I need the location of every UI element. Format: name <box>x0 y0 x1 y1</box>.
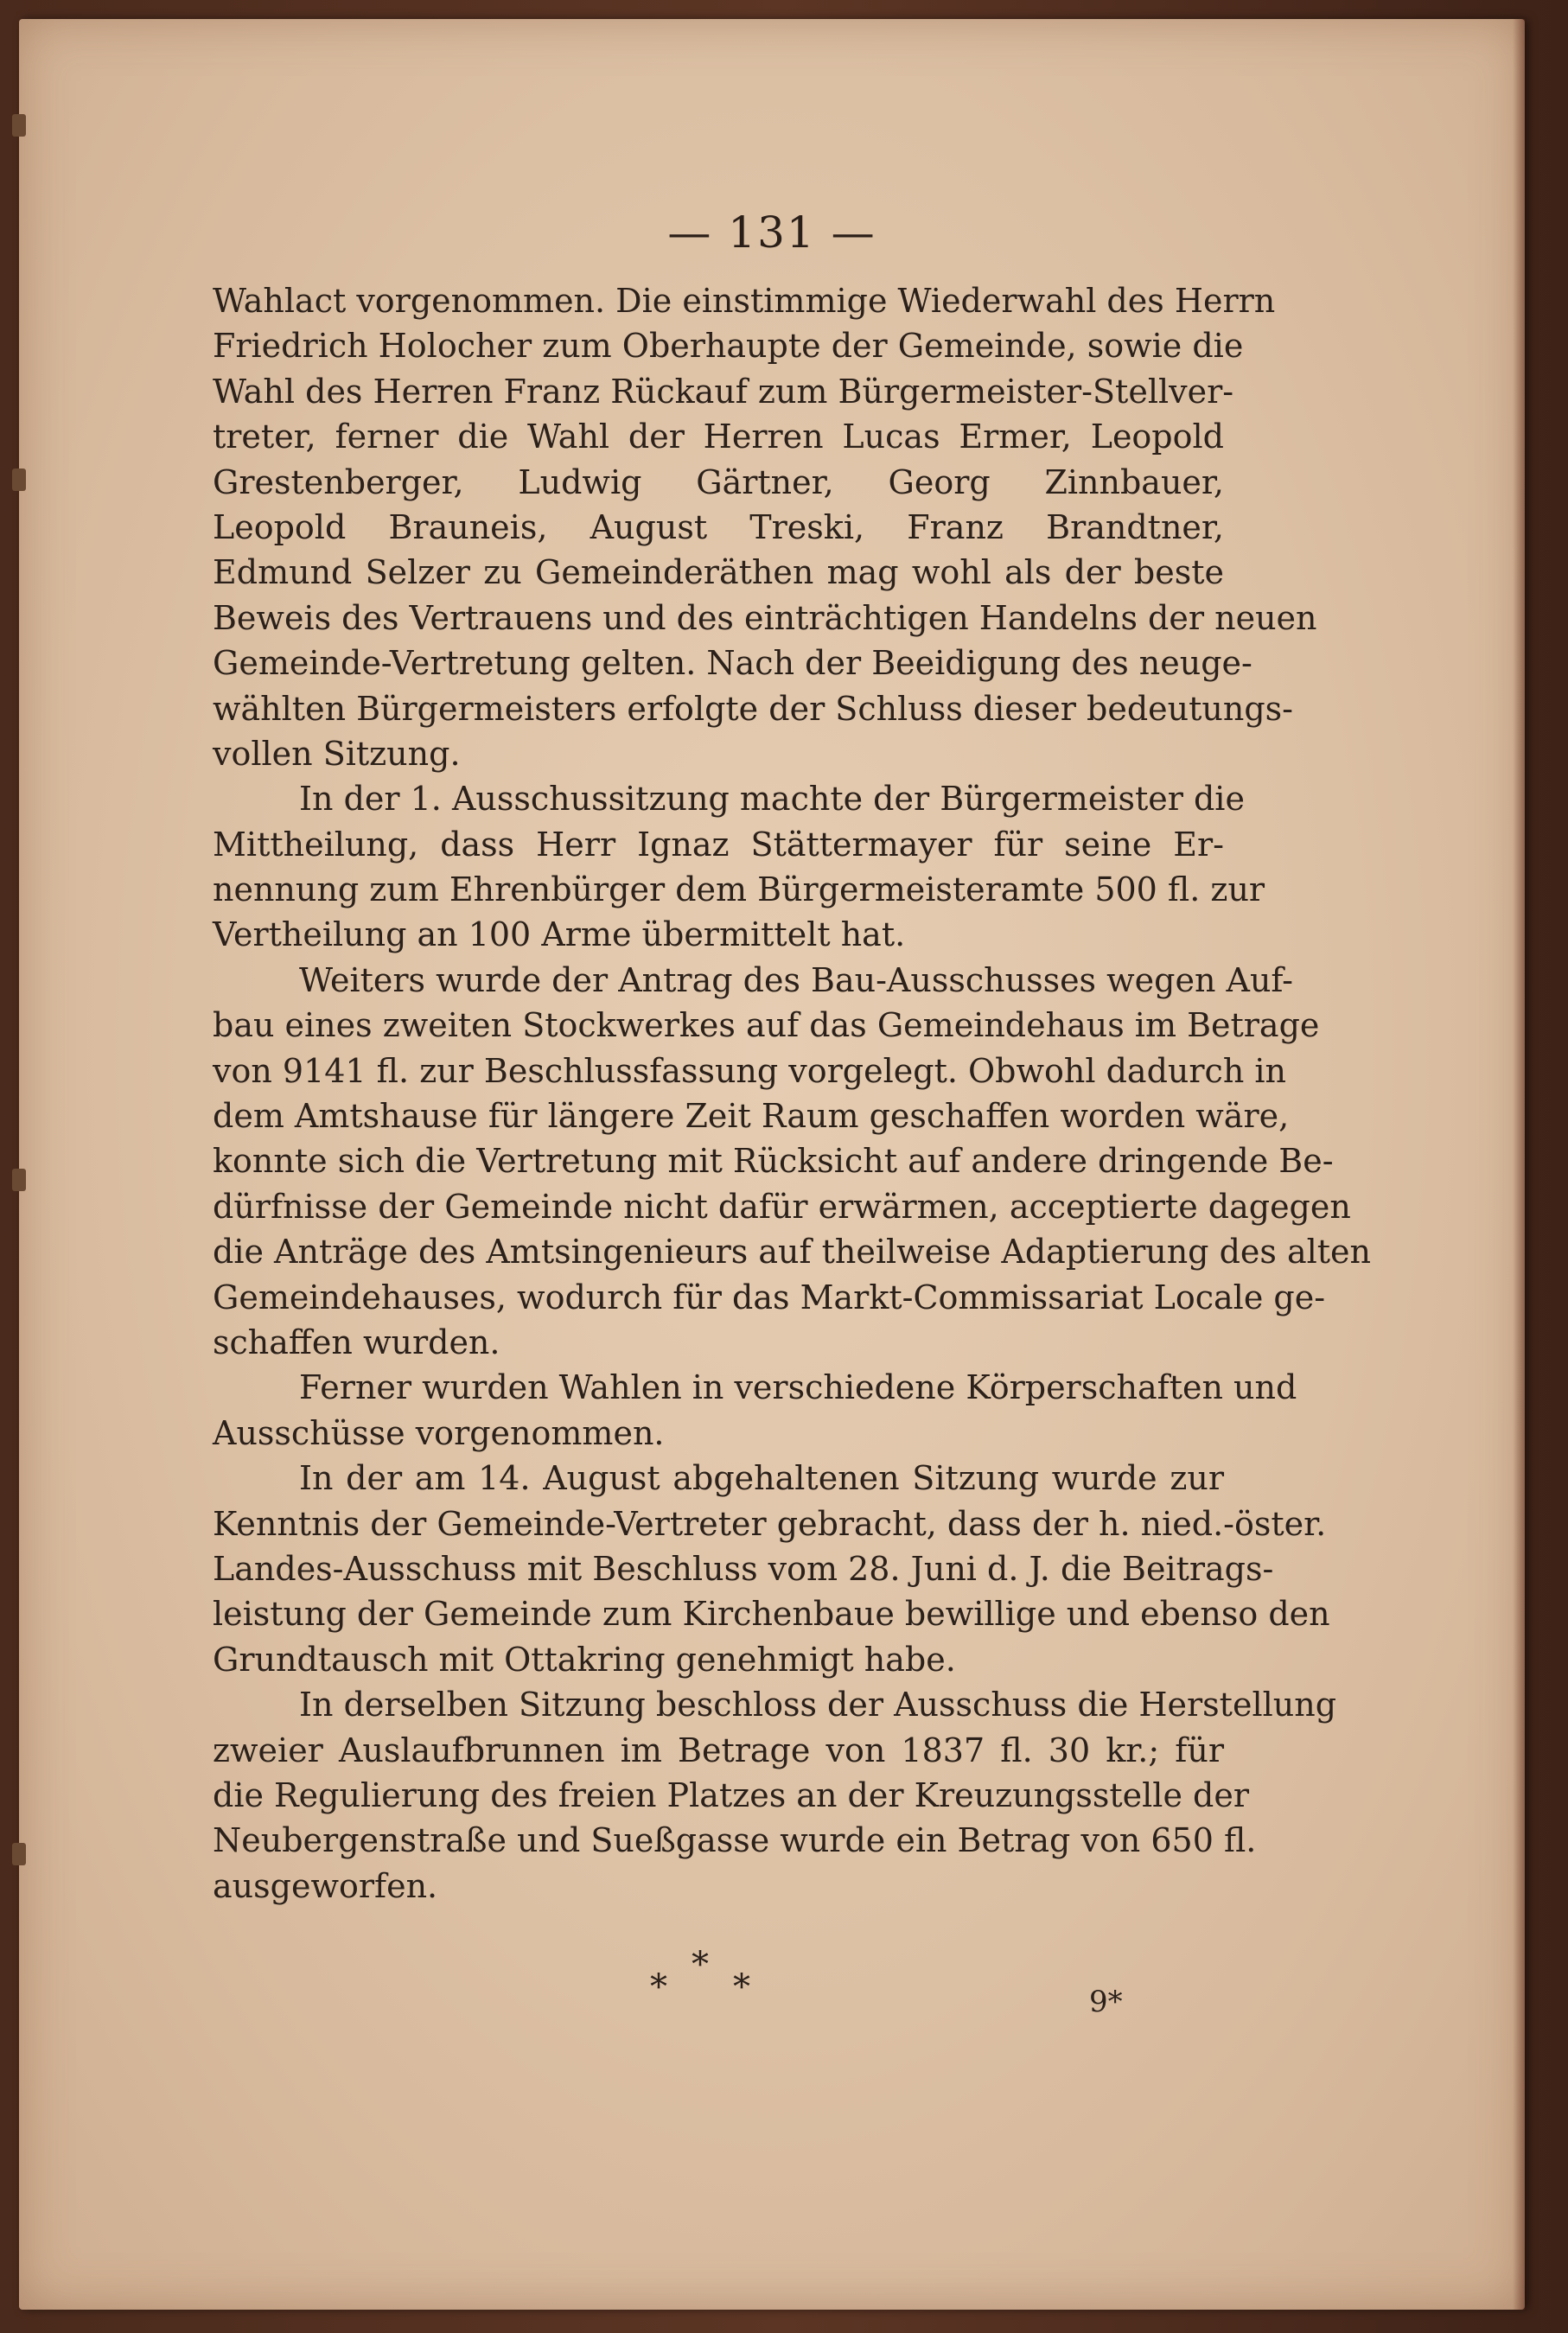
text-line: Wahlact vorgenommen. Die einstimmige Wiederwahl des Herrn <box>213 282 1276 320</box>
text-line: Kenntnis der Gemeinde-Vertreter gebracht, dass der h. nied.-öster. <box>213 1504 1327 1543</box>
binding-mark <box>12 1169 26 1191</box>
text-line: treter, ferner die Wahl der Herren Lucas Ermer, Leopold <box>213 418 1224 456</box>
asterism-star: * <box>650 1967 667 2007</box>
text-line: konnte sich die Vertretung mit Rücksicht auf andere dringende Be- <box>213 1142 1334 1181</box>
text-line: Vertheilung an 100 Arme übermittelt hat. <box>213 915 906 954</box>
signature-mark: 9* <box>1089 1985 1123 2019</box>
text-line: Wahl des Herren Franz Rückauf zum Bürgermeister-Stellver- <box>213 372 1234 411</box>
asterism-star: * <box>733 1967 750 2007</box>
text-line: Grestenberger, Ludwig Gärtner, Georg Zinnbauer, <box>213 462 1224 501</box>
text-line: schaffen wurden. <box>213 1323 500 1361</box>
text-line: dem Amtshause für längere Zeit Raum geschaffen worden wäre, <box>213 1097 1290 1136</box>
text-line: Edmund Selzer zu Gemeinderäthen mag wohl als der beste <box>213 553 1224 592</box>
text-line: Mittheilung, dass Herr Ignaz Stättermayer für seine Er- <box>213 825 1224 864</box>
text-line: Weiters wurde der Antrag des Bau-Ausschusses wegen Auf- <box>299 960 1293 999</box>
text-line: Leopold Brauneis, August Treski, Franz Brandtner, <box>213 507 1224 546</box>
text-line: die Anträge des Amtsingenieurs auf theilweise Adaptierung des alten <box>213 1233 1372 1272</box>
text-line: Beweis des Vertrauens und des einträchtigen Handelns der neuen <box>213 598 1317 637</box>
page-number: — 131 — <box>667 207 876 258</box>
text-line: In der 1. Ausschussitzung machte der Bürgermeister die <box>299 780 1245 819</box>
text-line: Landes-Ausschuss mit Beschluss vom 28. Juni d. J. die Beitrags- <box>213 1549 1274 1588</box>
binding-mark <box>12 469 26 491</box>
text-line: Gemeinde-Vertretung gelten. Nach der Beeidigung des neuge- <box>213 644 1252 683</box>
text-line: Friedrich Holocher zum Oberhaupte der Gemeinde, sowie die <box>213 327 1244 366</box>
book-page <box>19 19 1525 2310</box>
text-line: von 9141 fl. zur Beschlussfassung vorgelegt. Obwohl dadurch in <box>213 1051 1287 1090</box>
text-line: leistung der Gemeinde zum Kirchenbaue bewillige und ebenso den <box>213 1595 1330 1634</box>
text-line: bau eines zweiten Stockwerkes auf das Gemeindehaus im Betrage <box>213 1006 1320 1045</box>
text-line: Ausschüsse vorgenommen. <box>213 1413 665 1452</box>
text-line: ausgeworfen. <box>213 1866 438 1905</box>
text-line: In der am 14. August abgehaltenen Sitzung wurde zur <box>299 1459 1224 1498</box>
text-line: wählten Bürgermeisters erfolgte der Schluss dieser bedeutungs- <box>213 689 1293 728</box>
text-line: die Regulierung des freien Platzes an der Kreuzungsstelle der <box>213 1775 1249 1814</box>
text-line: nennung zum Ehrenbürger dem Bürgermeisteramte 500 fl. zur <box>213 870 1265 909</box>
text-line: zweier Auslaufbrunnen im Betrage von 1837 fl. 30 kr.; für <box>213 1731 1224 1769</box>
text-line: Gemeindehauses, wodurch für das Markt-Commissariat Locale ge- <box>213 1278 1326 1316</box>
asterism-star: * <box>692 1945 709 1985</box>
text-line: dürfnisse der Gemeinde nicht dafür erwärmen, acceptierte dagegen <box>213 1187 1351 1226</box>
asterism-divider <box>624 1945 797 2005</box>
page-edge <box>1513 19 1525 2310</box>
text-line: Ferner wurden Wahlen in verschiedene Körperschaften und <box>299 1368 1297 1407</box>
binding-mark <box>12 1843 26 1865</box>
text-line: vollen Sitzung. <box>213 734 461 773</box>
binding-mark <box>12 114 26 137</box>
text-line: In derselben Sitzung beschloss der Ausschuss die Herstellung <box>299 1686 1337 1724</box>
body-text <box>213 278 1372 1909</box>
text-line: Grundtausch mit Ottakring genehmigt habe. <box>213 1640 956 1679</box>
text-line: Neubergenstraße und Sueßgasse wurde ein Betrag von 650 fl. <box>213 1821 1257 1860</box>
